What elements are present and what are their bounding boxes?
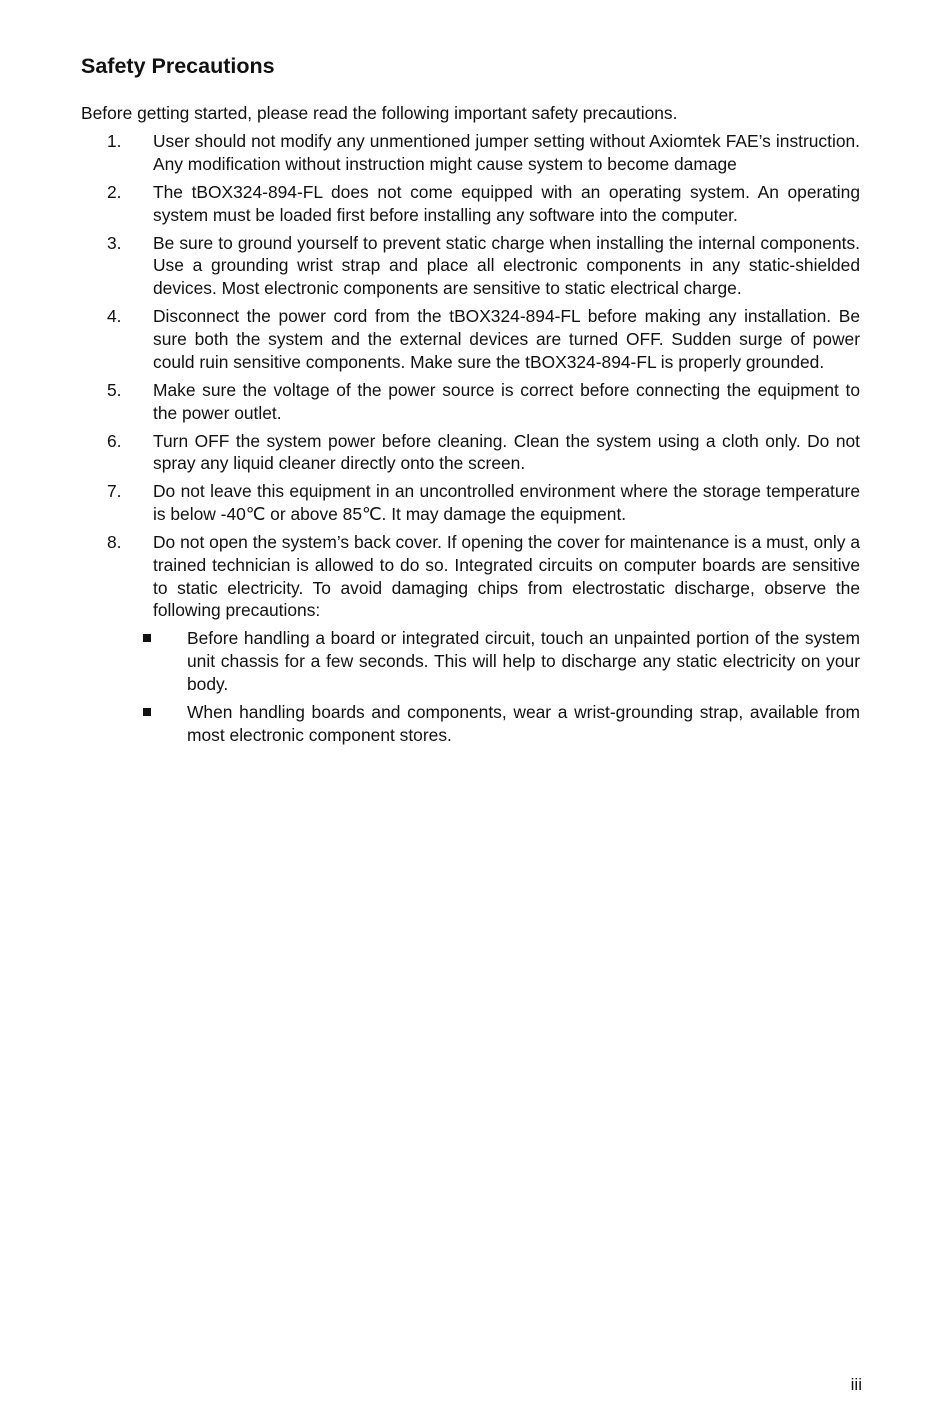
- square-bullet-icon: [143, 708, 151, 716]
- list-item-text: The tBOX324-894-FL does not come equipped with an operating system. An operating system must be loaded first before installing any software into the computer.: [153, 181, 860, 225]
- list-item-number: 4.: [107, 306, 122, 327]
- intro-paragraph: Before getting started, please read the following important safety precautions.: [81, 103, 678, 123]
- page-number: iii: [850, 1375, 862, 1394]
- list-item-text: Disconnect the power cord from the tBOX324-894-FL before making any installation. Be sure both the system and the external devices are turned OFF. Sudden surge of power could ruin sensitive components. Make sure the tBOX324-894-FL is properly grounded.: [153, 306, 860, 372]
- list-item-number: 8.: [107, 532, 122, 553]
- list-item-text: Make sure the voltage of the power source is correct before connecting the equipment to the power outlet.: [153, 379, 860, 423]
- list-item-2: [0, 181, 860, 227]
- page-title: Safety Precautions: [81, 54, 275, 78]
- sub-list-item-text: Before handling a board or integrated circuit, touch an unpainted portion of the system unit chassis for a few seconds. This will help to discharge any static electricity on your body.: [187, 628, 860, 695]
- list-item-4: [0, 305, 860, 373]
- sub-list-item-text: When handling boards and components, wear a wrist-grounding strap, available from most electronic component stores.: [187, 701, 860, 745]
- list-item-number: 2.: [107, 181, 122, 202]
- list-item-1: [0, 130, 860, 176]
- list-item-8: [0, 531, 860, 622]
- list-item-7: [0, 480, 860, 526]
- list-item-6: [0, 430, 860, 476]
- list-item-text: Turn OFF the system power before cleaning. Clean the system using a cloth only. Do not spray any liquid cleaner directly onto the screen.: [153, 430, 860, 474]
- list-item-3: [0, 232, 860, 300]
- list-item-number: 7.: [107, 481, 122, 502]
- list-item-text: Be sure to ground yourself to prevent static charge when installing the internal components. Use a grounding wrist strap and place all electronic components in any static-shielded devices. Most electronic components are sensitive to static electrical charge.: [153, 232, 860, 299]
- sub-list-item-2: [0, 701, 860, 747]
- list-item-number: 5.: [107, 379, 122, 400]
- list-item-5: [0, 379, 860, 425]
- list-item-number: 6.: [107, 430, 122, 451]
- list-item-number: 3.: [107, 232, 122, 253]
- list-item-number: 1.: [107, 131, 122, 151]
- precautions-list: [0, 130, 950, 751]
- sub-list-item-1: [0, 627, 860, 695]
- square-bullet-icon: [143, 634, 151, 642]
- list-item-text: Do not leave this equipment in an uncontrolled environment where the storage temperature is below -40℃ or above 85℃. It may damage the equipment.: [153, 481, 860, 525]
- list-item-text: User should not modify any unmentioned jumper setting without Axiomtek FAE’s instruction. Any modification without instruction might cause system to become damage: [153, 131, 860, 174]
- list-item-text: Do not open the system’s back cover. If opening the cover for maintenance is a must, only a trained technician is allowed to do so. Integrated circuits on computer boards are sensitive to static electricity. To avoid damaging chips from electrostatic discharge, observe the following precautions:: [153, 532, 860, 621]
